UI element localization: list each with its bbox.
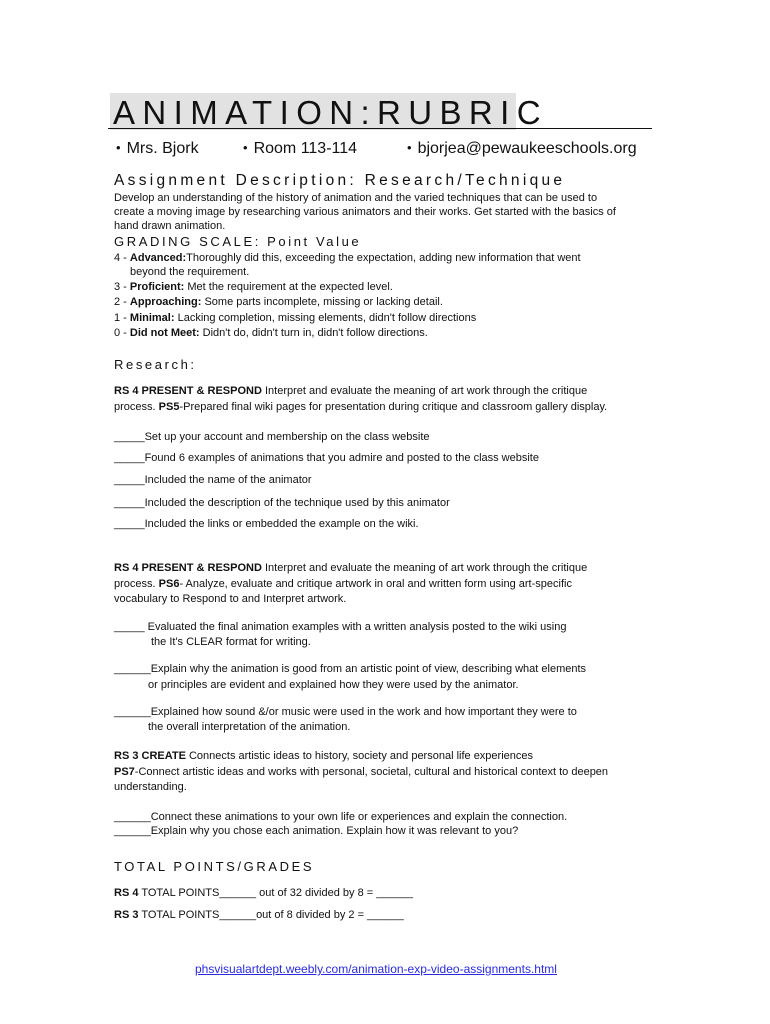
teacher-name: • Mrs. Bjork xyxy=(116,140,199,157)
page-title: ANIMATION:RUBRIC xyxy=(113,94,548,131)
assignment-line: create a moving image by researching various animators and their works. Get started with the basics of xyxy=(114,206,616,218)
checklist-item: _____Included the name of the animator xyxy=(114,474,312,486)
grade-did-not-meet: 0 - Did not Meet: Didn't do, didn't turn in, didn't follow directions. xyxy=(114,327,428,339)
grading-heading: GRADING SCALE: Point Value xyxy=(114,234,362,249)
standard-rs4-line1: RS 4 PRESENT & RESPOND Interpret and evaluate the meaning of art work through the critique xyxy=(114,562,588,574)
standard-ps5-line: process. PS5-Prepared final wiki pages for presentation during critique and classroom gallery display. xyxy=(114,401,608,413)
bullet-icon: • xyxy=(243,140,248,155)
research-heading: Research: xyxy=(114,357,197,372)
bullet-icon: • xyxy=(407,140,412,155)
checklist-item-cont: the It's CLEAR format for writing. xyxy=(151,636,311,648)
totals-heading: TOTAL POINTS/GRADES xyxy=(114,859,315,874)
assignment-line: hand drawn animation. xyxy=(114,220,226,232)
checklist-item: ______Connect these animations to your own life or experiences and explain the connection. xyxy=(114,811,568,823)
checklist-item: ______Explain why you chose each animation. Explain how it was relevant to you? xyxy=(114,825,519,837)
standard-ps7-line3: understanding. xyxy=(114,781,187,793)
assignment-heading: Assignment Description: Research/Technique xyxy=(114,172,566,189)
grade-proficient: 3 - Proficient: Met the requirement at the expected level. xyxy=(114,281,393,293)
standard-rs4-line1: RS 4 PRESENT & RESPOND Interpret and evaluate the meaning of art work through the critique xyxy=(114,385,588,397)
checklist-item-cont: the overall interpretation of the animation. xyxy=(148,721,351,733)
standard-ps6-line3: vocabulary to Respond to and Interpret artwork. xyxy=(114,593,347,605)
title-divider xyxy=(108,128,652,129)
checklist-item: _____ Evaluated the final animation examples with a written analysis posted to the wiki using xyxy=(114,621,567,633)
checklist-item: _____Found 6 examples of animations that you admire and posted to the class website xyxy=(114,452,539,464)
grade-approaching: 2 - Approaching: Some parts incomplete, missing or lacking detail. xyxy=(114,296,443,308)
teacher-email: • bjorjea@pewaukeeschools.org xyxy=(407,140,637,157)
checklist-item: ______Explained how sound &/or music were used in the work and how important they were to xyxy=(114,706,577,718)
footer-link[interactable]: phsvisualartdept.weebly.com/animation-exp-video-assignments.html xyxy=(195,962,557,976)
grade-advanced-cont: beyond the requirement. xyxy=(130,266,250,278)
total-row-rs3: RS 3 TOTAL POINTS______out of 8 divided by 2 = ______ xyxy=(114,909,404,921)
checklist-item: _____Included the links or embedded the example on the wiki. xyxy=(114,518,419,530)
assignment-line: Develop an understanding of the history of animation and the varied techniques that can be used to xyxy=(114,192,598,204)
checklist-item: ______Explain why the animation is good from an artistic point of view, describing what elements xyxy=(114,663,587,675)
standard-ps7-line: PS7-Connect artistic ideas and works with personal, societal, cultural and historical context to deepen xyxy=(114,766,609,778)
standard-rs3-line1: RS 3 CREATE Connects artistic ideas to history, society and personal life experiences xyxy=(114,750,534,762)
bullet-icon: • xyxy=(116,140,121,155)
total-row-rs4: RS 4 TOTAL POINTS______ out of 32 divided by 8 = ______ xyxy=(114,887,413,899)
checklist-item: _____Set up your account and membership on the class website xyxy=(114,431,430,443)
standard-ps6-line: process. PS6- Analyze, evaluate and critique artwork in oral and written form using art-specific xyxy=(114,578,572,590)
grade-advanced: 4 - Advanced:Thoroughly did this, exceeding the expectation, adding new information that went xyxy=(114,252,581,264)
checklist-item: _____Included the description of the technique used by this animator xyxy=(114,497,450,509)
checklist-item-cont: or principles are evident and explained how they were used by the animator. xyxy=(148,679,519,691)
grade-minimal: 1 - Minimal: Lacking completion, missing elements, didn't follow directions xyxy=(114,312,477,324)
room-number: • Room 113-114 xyxy=(243,140,358,157)
